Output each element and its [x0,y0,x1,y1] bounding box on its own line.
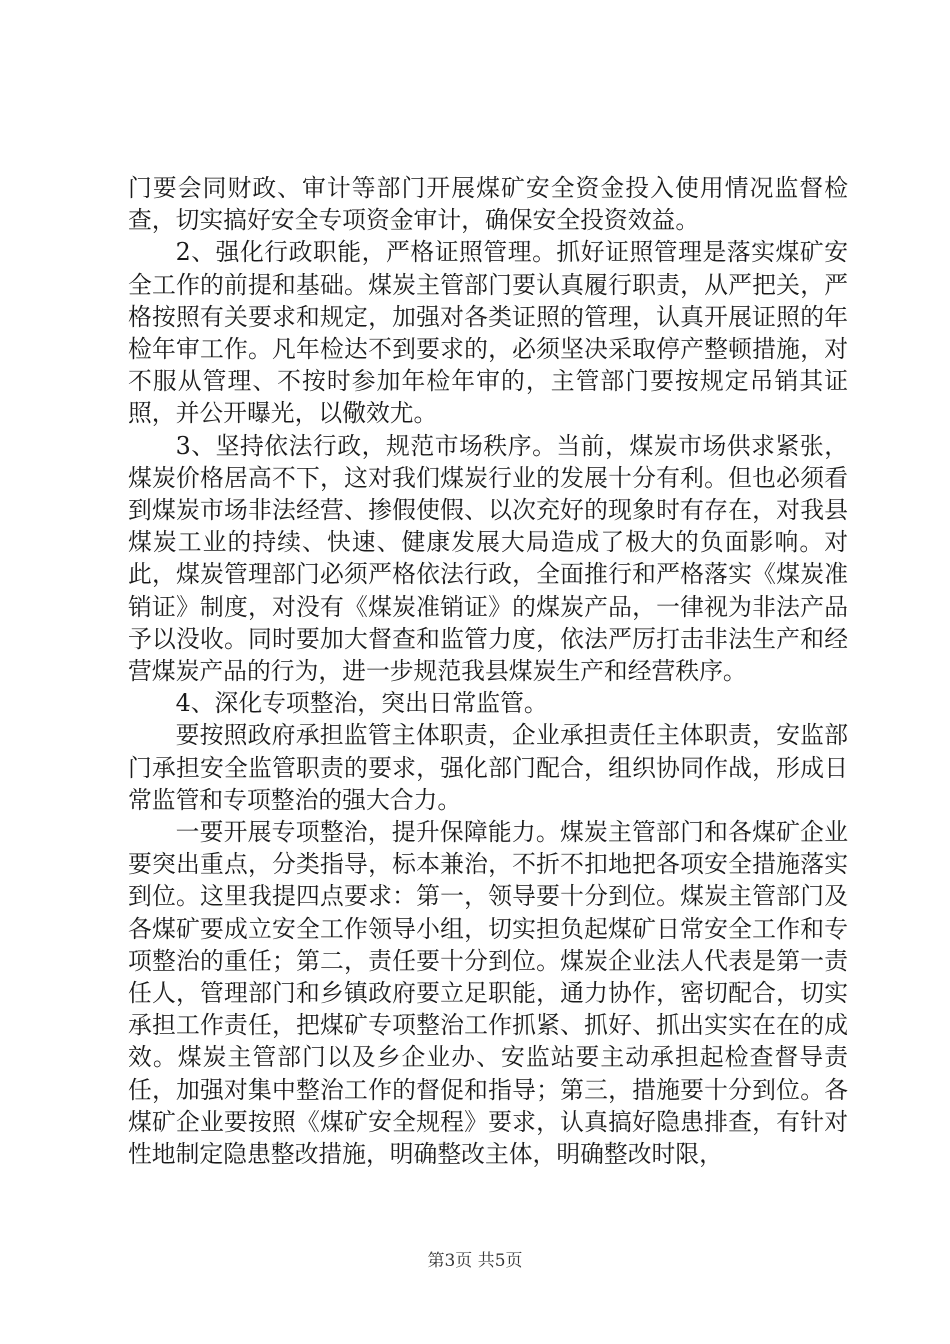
paragraph-requirements: 要按照政府承担监管主体职责，企业承担责任主体职责，安监部门承担安全监管职责的要求，强化部门配合，组织协同作战，形成日常监管和专项整治的强大合力。 [128,721,848,814]
paragraph-special-rectification: 一要开展专项整治，提升保障能力。煤炭主管部门和各煤矿企业要突出重点，分类指导，标本兼治，不折不扣地把各项安全措施落实到位。这里我提四点要求：第一，领导要十分到位。煤炭主管部门及各煤矿要成立安全工作领导小组，切实担负起煤矿日常安全工作和专项整治的重任；第二，责任要十分到位。煤炭企业法人代表是第一责任人，管理部门和乡镇政府要立足职能，通力协作，密切配合，切实承担工作责任，把煤矿专项整治工作抓紧、抓好、抓出实实在在的成效。煤炭主管部门以及乡企业办、安监站要主动承担起检查督导责任，加强对集中整治工作的督促和指导；第三，措施要十分到位。各煤矿企业要按照《煤矿安全规程》要求，认真搞好隐患排查，有针对性地制定隐患整改措施，明确整改主体，明确整改时限， [128,818,848,1169]
paragraph-item-2: 2、强化行政职能，严格证照管理。抓好证照管理是落实煤矿安全工作的前提和基础。煤炭主管部门要认真履行职责，从严把关，严格按照有关要求和规定，加强对各类证照的管理，认真开展证照的年检年审工作。凡年检达不到要求的，必须坚决采取停产整顿措施，对不服从管理、不按时参加年检年审的，主管部门要按规定吊销其证照，并公开曝光，以儆效尤。 [128,238,848,428]
paragraph-item-3: 3、坚持依法行政，规范市场秩序。当前，煤炭市场供求紧张，煤炭价格居高不下，这对我们煤炭行业的发展十分有利。但也必须看到煤炭市场非法经营、掺假使假、以次充好的现象时有存在，对我县煤炭工业的持续、快速、健康发展大局造成了极大的负面影响。对此，煤炭管理部门必须严格依法行政，全面推行和严格落实《煤炭准销证》制度，对没有《煤炭准销证》的煤炭产品，一律视为非法产品予以没收。同时要加大督查和监管力度，依法严厉打击非法生产和经营煤炭产品的行为，进一步规范我县煤炭生产和经营秩序。 [128,431,848,686]
page-footer: 第3页 共5页 [427,1251,523,1271]
document-body [128,172,848,1170]
paragraph-continuation: 门要会同财政、审计等部门开展煤矿安全资金投入使用情况监督检查，切实搞好安全专项资金审计，确保安全投资效益。 [128,174,848,235]
paragraph-item-4-heading: 4、深化专项整治，突出日常监管。 [175,689,548,718]
